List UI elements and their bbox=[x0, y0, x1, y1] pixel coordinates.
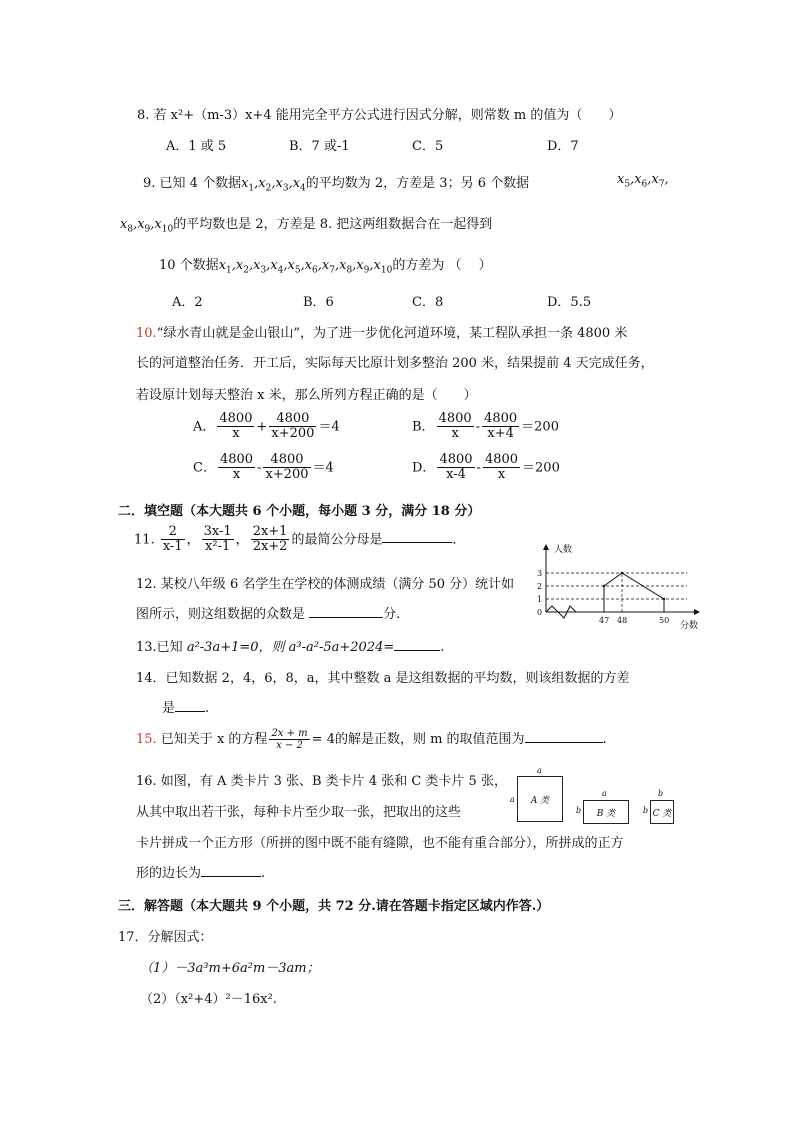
q10-b-den1: x bbox=[451, 426, 459, 442]
y-axis-arrow bbox=[543, 544, 549, 550]
q10-d-op: - bbox=[476, 460, 481, 476]
q9-line3 bbox=[159, 254, 492, 276]
card-b bbox=[583, 800, 629, 824]
q11-frac3-den: 2x+2 bbox=[252, 539, 288, 555]
score-line-chart bbox=[532, 542, 708, 630]
q8-option-c: C．5 bbox=[412, 139, 444, 154]
q10-line1 bbox=[136, 322, 627, 341]
card-c-top-side: b bbox=[658, 789, 664, 798]
q11-frac1-num: 2 bbox=[161, 525, 185, 540]
q10-d-num1: 4800 bbox=[439, 452, 473, 467]
q10-b-den2: x+4 bbox=[487, 426, 514, 442]
card-c bbox=[650, 800, 674, 824]
q16-tail: . bbox=[261, 866, 266, 881]
card-b-left-side: b bbox=[576, 806, 582, 815]
q9-option-d: D．5.5 bbox=[547, 295, 592, 310]
x-axis-label: 分数 bbox=[680, 621, 699, 630]
q15-answer-blank[interactable] bbox=[525, 730, 603, 743]
q10-a-rhs: ＝4 bbox=[318, 419, 340, 435]
q9-vars-1: $x_1,x_2,x_3,x_4$ bbox=[241, 176, 306, 194]
y-tick-label-3: 3 bbox=[537, 569, 543, 578]
q10-line1-text: “绿水青山就是金山银山”，为了进一步优化河道环境，某工程队承担一条 4800 米 bbox=[156, 326, 628, 341]
q10-number: 10. bbox=[136, 326, 157, 341]
q8-option-b: B．7 或-1 bbox=[289, 139, 350, 154]
q11-frac2-num: 3x-1 bbox=[203, 524, 232, 539]
q10-d-num2: 4800 bbox=[484, 452, 519, 467]
q11-tail: 的最简公分母是 bbox=[291, 532, 383, 548]
q10-a-den2: x+200 bbox=[271, 426, 315, 442]
q10-option-d-label: D． bbox=[412, 460, 436, 476]
q8-text: 8. 若 x²+（m-3）x+4 能用完全平方公式进行因式分解，则常数 m 的值为（ ） bbox=[137, 108, 622, 123]
q16-line3: 卡片拼成一个正方形（所拼的图中既不能有缝隙，也不能有重合部分），所拼成的正方 bbox=[136, 836, 624, 851]
q10-c-op: - bbox=[257, 460, 262, 476]
q10-option-c-label: C． bbox=[193, 460, 216, 476]
q9-option-c: C．8 bbox=[412, 295, 444, 310]
q9-line3-a: 10 个数据 bbox=[159, 258, 219, 273]
card-a bbox=[517, 776, 563, 822]
q10-line2: 长的河道整治任务．开工后，实际每天比原计划多整治 200 米，结果提前 4 天完成任务， bbox=[136, 356, 654, 371]
q11-answer-blank[interactable] bbox=[382, 530, 452, 543]
q10-b-op: - bbox=[475, 419, 481, 435]
q9-option-a: A．2 bbox=[172, 295, 203, 310]
q9-line1-a: 9. 已知 4 个数据 bbox=[143, 176, 242, 191]
q11-frac2-den: x²-1 bbox=[205, 539, 231, 555]
card-b-top-side: a bbox=[602, 789, 607, 798]
q10-c-den2: x+200 bbox=[265, 467, 309, 483]
y-tick-label-1: 1 bbox=[537, 595, 543, 604]
y-tick-label-0: 0 bbox=[537, 608, 543, 617]
q14-line1: 14．已知数据 2，4，6，8，a，其中整数 a 是这组数据的平均数，则该组数据的方差 bbox=[136, 671, 630, 686]
x-tick-label-50: 50 bbox=[659, 616, 670, 625]
q9-line2-text: 的平均数也是 2，方差是 8. 把这两组数据合在一起得到 bbox=[173, 217, 493, 232]
q10-a-num1: 4800 bbox=[219, 411, 253, 426]
q10-a-op: + bbox=[256, 419, 268, 435]
card-a-label: A 类 bbox=[530, 795, 550, 806]
q9-vars-4: $x_1,x_2,x_3,x_4,x_5,x_6,x_7,x_8,x_9,x_{10}$ bbox=[218, 258, 393, 276]
data-point-50 bbox=[663, 598, 665, 600]
q16-line4 bbox=[136, 862, 265, 881]
q9-option-b: B．6 bbox=[303, 295, 334, 310]
q13-lead: 13.已知 bbox=[136, 640, 187, 655]
q10-c-num2: 4800 bbox=[263, 453, 310, 468]
q11-frac3-num: 2x+1 bbox=[252, 524, 288, 539]
q13-tail: . bbox=[440, 640, 445, 655]
q10-a-den1: x bbox=[232, 426, 240, 442]
q17-part1: （1）－3a³m+6a²m－3am； bbox=[140, 961, 320, 976]
q13-line bbox=[136, 636, 444, 655]
y-tick-label-2: 2 bbox=[537, 582, 543, 591]
q10-option-b-label: B． bbox=[412, 419, 435, 435]
y-axis-label: 人数 bbox=[554, 545, 573, 555]
x-axis-arrow bbox=[694, 609, 700, 615]
q10-option-a-label: A． bbox=[193, 419, 216, 435]
q10-c-den1: x bbox=[232, 467, 241, 483]
q12-line2-text: 图所示，则这组数据的众数是 bbox=[136, 607, 310, 622]
q9-line1 bbox=[143, 172, 529, 194]
section-2-heading: 二．填空题（本大题共 6 个小题，每小题 3 分，满分 18 分） bbox=[118, 504, 481, 519]
q17-part2: （2）（x²+4）²－16x². bbox=[140, 992, 277, 1007]
q15-text-b: = 4的解是正数，则 m 的取值范围为 bbox=[311, 732, 525, 747]
data-point-47 bbox=[603, 585, 605, 587]
q10-option-d bbox=[412, 453, 560, 483]
q15-line bbox=[136, 728, 607, 751]
q11-line: 11. $\frac{2}{x-1}$ ， $\frac{3x-1}{\text{x²-1}}$ ， $\frac{2x+1}{2x+2}$ 的最简公分母是 ． bbox=[134, 524, 466, 555]
q10-option-a bbox=[193, 412, 340, 442]
q16-line1: 16. 如图，有 A 类卡片 3 张、B 类卡片 4 张和 C 类卡片 5 张， bbox=[136, 774, 507, 789]
q8-option-d: D．7 bbox=[547, 139, 579, 154]
q15-frac-den: x − 2 bbox=[276, 740, 303, 751]
q12-line1: 12. 某校八年级 6 名学生在学校的体测成绩（满分 50 分）统计如 bbox=[136, 577, 515, 592]
card-c-left-side: b bbox=[643, 806, 649, 815]
q10-d-rhs: ＝200 bbox=[522, 460, 560, 476]
data-point-48 bbox=[621, 572, 623, 574]
q10-option-b bbox=[412, 412, 559, 442]
x-tick-label-48: 48 bbox=[617, 616, 628, 625]
q10-c-rhs: ＝4 bbox=[312, 460, 334, 476]
q16-line2: 从其中取出若干张，每种卡片至少取一张，把取出的这些 bbox=[136, 805, 462, 820]
q12-tail: 分. bbox=[383, 607, 401, 622]
q9-vars-3: $x_8,x_9,x_{10}$ bbox=[120, 217, 174, 235]
q9-vars-2: $x_5,x_6,x_7$, bbox=[617, 172, 669, 190]
q10-line3: 若设原计划每天整治 x 米，那么所列方程正确的是（ ） bbox=[136, 388, 477, 403]
q15-number: 15. bbox=[136, 732, 157, 747]
card-a-top-side: a bbox=[537, 766, 542, 775]
q11-number: 11. bbox=[134, 532, 155, 548]
q12-line2 bbox=[136, 603, 400, 622]
q9-line1-b: 的平均数为 2，方差是 3；另 6 个数据 bbox=[305, 176, 530, 191]
q16-answer-blank[interactable] bbox=[201, 864, 261, 877]
q15-frac-num: 2x + m bbox=[271, 728, 308, 739]
q14-line2-text: 是 bbox=[162, 701, 176, 716]
q14-answer-blank[interactable] bbox=[175, 699, 205, 712]
card-c-label: C 类 bbox=[652, 808, 672, 819]
q10-a-num2: 4800 bbox=[269, 412, 316, 427]
q9-line2 bbox=[120, 213, 492, 235]
card-b-label: B 类 bbox=[596, 808, 616, 819]
q10-b-rhs: ＝200 bbox=[521, 419, 559, 435]
q11-frac1-den: x-1 bbox=[162, 539, 183, 555]
card-a-left-side: a bbox=[510, 795, 515, 804]
q15-tail: . bbox=[602, 732, 607, 747]
data-series-line bbox=[604, 573, 664, 612]
q12-answer-blank[interactable] bbox=[309, 605, 383, 618]
x-tick-label-47: 47 bbox=[599, 616, 610, 625]
q10-b-num1: 4800 bbox=[438, 411, 472, 426]
q10-c-num1: 4800 bbox=[219, 452, 254, 467]
q14-line2 bbox=[162, 697, 209, 716]
q10-d-den2: x bbox=[497, 467, 506, 483]
q13-equation: a²-3a+1=0，则 a³-a²-5a+2024= bbox=[186, 640, 395, 655]
q15-text-a: 已知关于 x 的方程 bbox=[160, 732, 268, 747]
q10-d-den1: x-4 bbox=[446, 467, 466, 483]
q10-b-num2: 4800 bbox=[484, 411, 518, 426]
q13-answer-blank[interactable] bbox=[394, 638, 440, 651]
q8-option-a: A．1 或 5 bbox=[166, 139, 227, 154]
q16-line4-text: 形的边长为 bbox=[136, 866, 202, 881]
q14-tail: . bbox=[205, 701, 210, 716]
q9-line3-b: 的方差为 （ ） bbox=[392, 258, 492, 273]
q17-title: 17．分解因式： bbox=[118, 930, 213, 945]
q10-option-c bbox=[193, 453, 334, 483]
section-3-heading: 三．解答题（本大题共 9 个小题，共 72 分.请在答题卡指定区域内作答.） bbox=[118, 899, 550, 914]
